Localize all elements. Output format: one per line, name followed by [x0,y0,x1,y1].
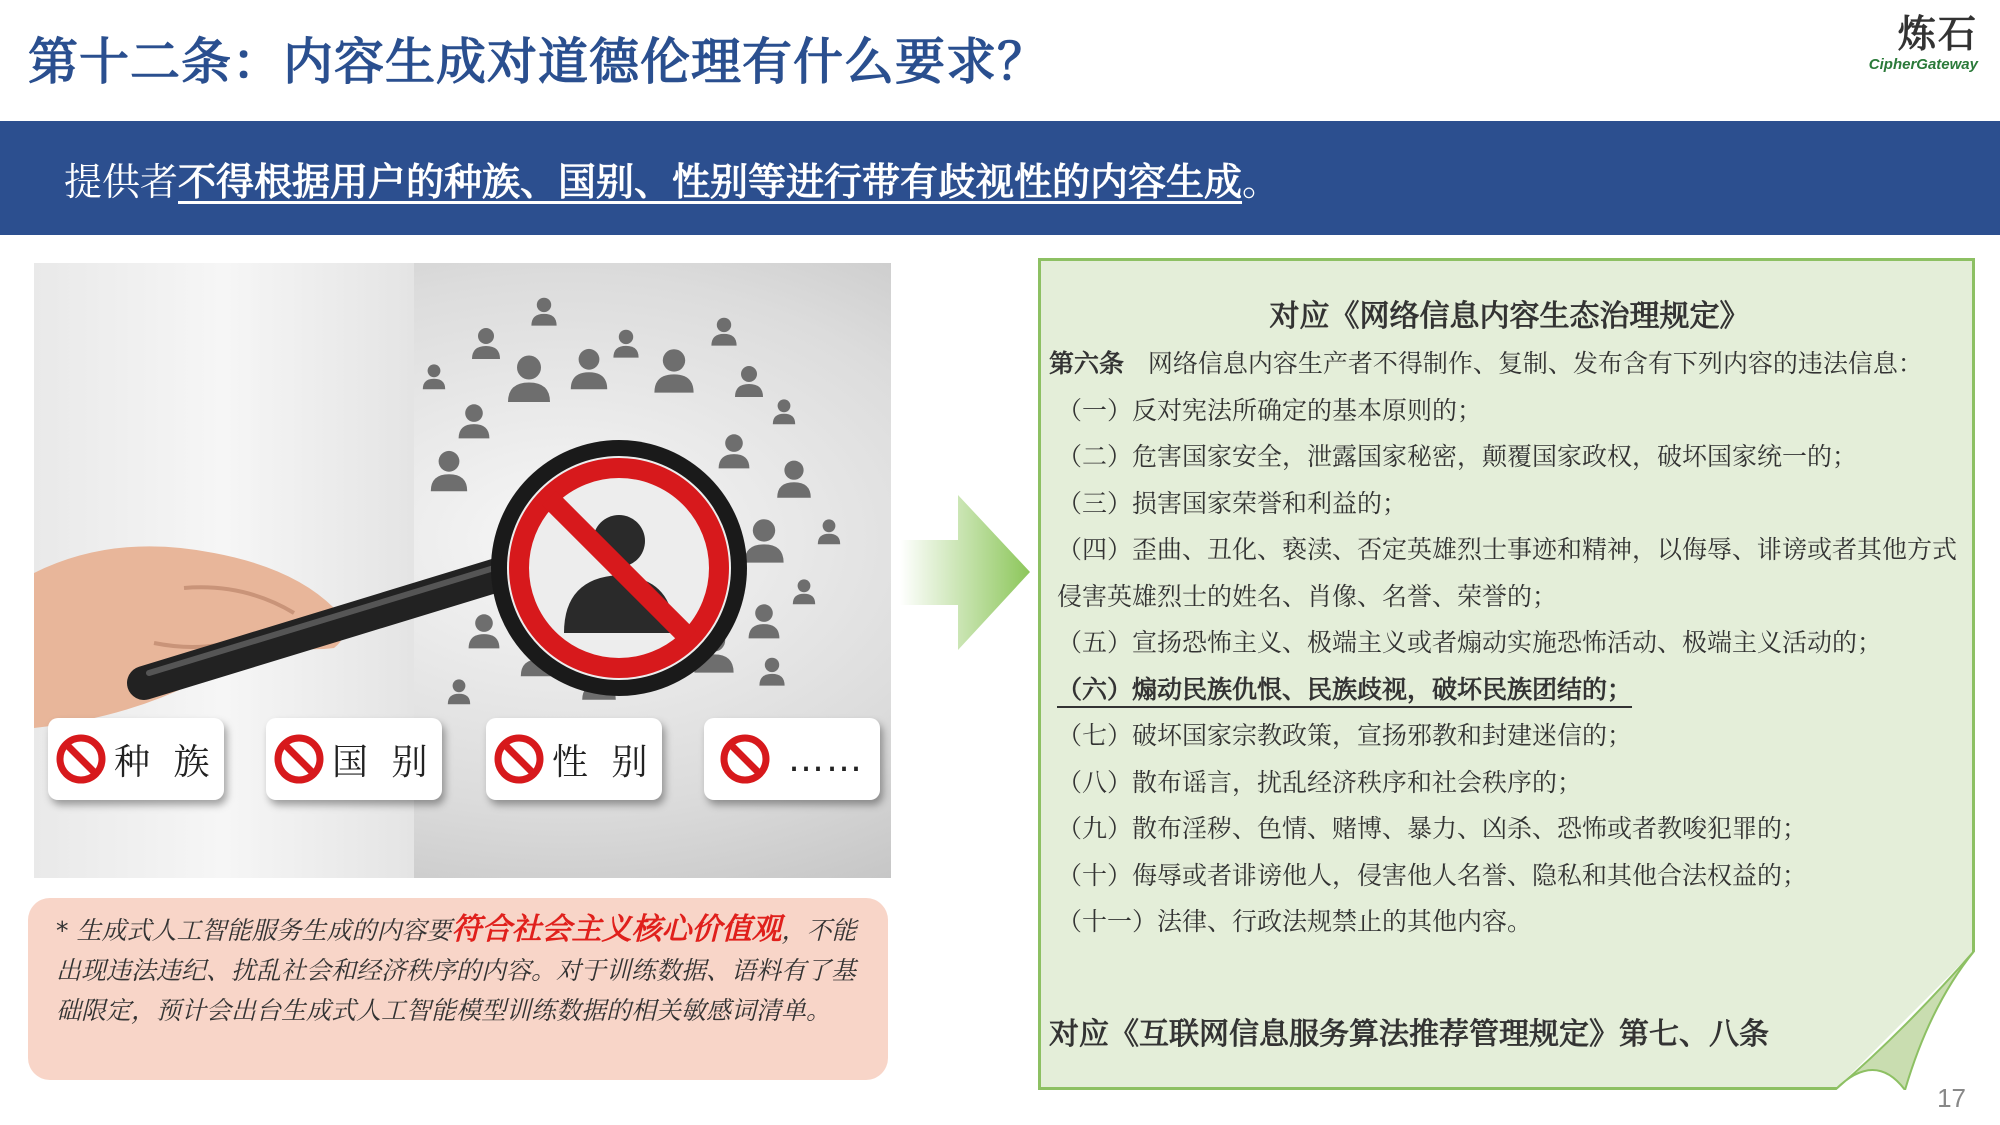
page-curl-decoration [1835,950,1975,1090]
tag-label: 种 族 [114,741,216,783]
list-item: （七）破坏国家宗教政策，宣扬邪教和封建迷信的； [1057,721,1633,750]
note-box [28,898,888,1080]
panel-title: 对应《网络信息内容生态治理规定》 [1269,299,1750,334]
list-item: （四）歪曲、丑化、亵渎、否定英雄烈士事迹和精神，以侮辱、诽谤或者其他方式侵害英雄烈士的姓名、肖像、名誉、荣誉的； [1057,535,1958,611]
tag-label: 国 别 [332,741,434,783]
magnifier-prohibit-icon [474,423,764,713]
article-intro [1049,341,1969,388]
banner-prefix: 提供者 [64,160,179,204]
tag-label: …… [788,738,864,780]
right-arrow-icon [900,495,1030,650]
panel-body [1049,341,1969,946]
highlighted-item-text: （六）煽动民族仇恨、民族歧视，破坏民族团结的； [1057,674,1633,704]
prohibit-icon [718,732,772,786]
panel-footer: 对应《互联网信息服务算法推荐管理规定》第七、八条 [1049,1017,1769,1052]
note-rest: ，不能出现违法违纪、扰乱社会和经济秩序的内容。对于训练数据、语料有了基础限定，预计会出台生成式人工智能模型训练数据的相关敏感词清单。 [56,916,857,1025]
note-lead: * 生成式人工智能服务生成的内容要 [56,916,452,945]
prohibit-icon [492,732,546,786]
banner-emphasis: 不得根据用户的种族、国别、性别等进行带有歧视性的内容生成 [178,160,1243,204]
list-item-highlighted [1049,667,1969,714]
list-item: （八）散布谣言，扰乱经济秩序和社会秩序的； [1057,767,1583,797]
list-item: （一）反对宪法所确定的基本原则的； [1057,395,1483,425]
page-title: 第十二条：内容生成对道德伦理有什么要求？ [28,33,1048,91]
illustration-photo [34,263,891,878]
banner-suffix: 。 [1242,160,1281,204]
article-label: 第六条 [1049,349,1125,378]
tag-label: 性 别 [552,741,654,783]
note-highlight: 符合社会主义核心价值观 [451,912,782,947]
logo-en: CipherGateway [1868,56,1978,73]
prohibit-icon [272,732,326,786]
list-item: （三）损害国家荣誉和利益的； [1057,488,1408,518]
tag-gender [486,718,662,800]
company-logo [1838,12,1978,82]
tag-etc [704,718,880,800]
list-item: （五）宣扬恐怖主义、极端主义或者煽动实施恐怖活动、极端主义活动的； [1057,628,1883,657]
article-text: 网络信息内容生产者不得制作、复制、发布含有下列内容的违法信息： [1147,349,1923,378]
tag-country [266,718,442,800]
logo-cn: 炼石 [1897,11,1978,56]
list-item: （十）侮辱或者诽谤他人，侵害他人名誉、隐私和其他合法权益的； [1057,860,1808,890]
banner-text [64,151,1280,206]
list-item: （九）散布淫秽、色情、赌博、暴力、凶杀、恐怖或者教唆犯罪的； [1057,814,1808,843]
list-item: （十一）法律、行政法规禁止的其他内容。 [1057,907,1533,936]
tag-race [48,718,224,800]
page-number: 17 [1937,1083,1966,1113]
list-item: （二）危害国家安全，泄露国家秘密，颠覆国家政权，破坏国家统一的； [1057,442,1858,471]
banner [0,121,2000,235]
regulation-panel [1038,258,1975,1090]
prohibit-icon [54,732,108,786]
